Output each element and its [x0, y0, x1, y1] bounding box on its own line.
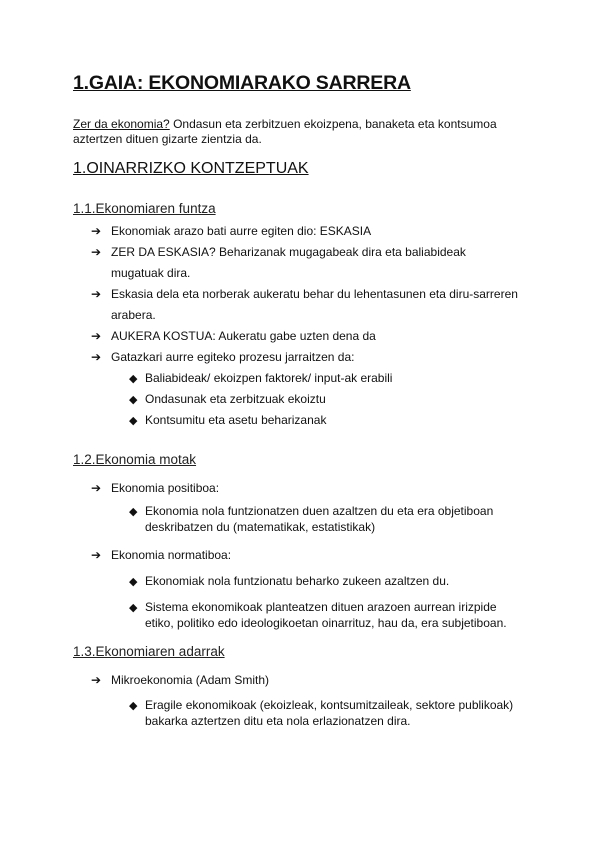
diamond-bullet-icon: ◆ — [129, 373, 138, 385]
sub-list-item: ◆ Eragile ekonomikoak (ekoizleak, kontsumitzaileak, sektore publikoak) — [129, 698, 514, 712]
arrow-bullet-icon: ➔ — [91, 481, 102, 495]
section-1-2-heading: 1.2.Ekonomia motak — [73, 452, 197, 467]
sub-list-item-continuation: bakarka aztertzen ditu eta nola erlazionatzen dira. — [145, 714, 411, 728]
intro-text: Ondasun eta zerbitzuen ekoizpena, banaketa eta kontsumoa — [169, 117, 497, 131]
diamond-bullet-icon: ◆ — [129, 576, 138, 588]
diamond-bullet-icon: ◆ — [129, 394, 138, 406]
sub-list-item: ◆ Ondasunak eta zerbitzuak ekoiztu — [129, 389, 326, 410]
arrow-bullet-icon: ➔ — [91, 224, 102, 238]
page-title: 1.GAIA: EKONOMIARAKO SARRERA — [73, 72, 411, 94]
list-item: ➔ Ekonomia positiboa: — [91, 478, 219, 498]
list-item-continuation: mugatuak dira. — [111, 266, 191, 280]
list-item: ➔ Ekonomia normatiboa: — [91, 545, 231, 565]
intro-term: Zer da ekonomia? — [73, 117, 170, 131]
arrow-bullet-icon: ➔ — [91, 673, 102, 687]
sub-list-item: ◆ Ekonomia nola funtzionatzen duen azaltzen du eta era objetiboan — [129, 504, 494, 518]
diamond-bullet-icon: ◆ — [129, 602, 138, 614]
sub-list-item: ◆ Ekonomiak nola funtzionatu beharko zukeen azaltzen du. — [129, 571, 449, 592]
sub-list-item: ◆ Baliabideak/ ekoizpen faktorek/ input-ak erabili — [129, 368, 392, 389]
arrow-bullet-icon: ➔ — [91, 329, 102, 343]
diamond-bullet-icon: ◆ — [129, 415, 138, 427]
diamond-bullet-icon: ◆ — [129, 700, 138, 712]
intro-line-1 — [73, 117, 497, 132]
list-item: ➔ Ekonomiak arazo bati aurre egiten dio: ESKASIA — [91, 221, 371, 241]
list-item: ➔ Eskasia dela eta norberak aukeratu behar du lehentasunen eta diru-sarreren — [91, 284, 518, 304]
arrow-bullet-icon: ➔ — [91, 287, 102, 301]
list-item: ➔ Gatazkari aurre egiteko prozesu jarraitzen da: — [91, 347, 354, 367]
arrow-bullet-icon: ➔ — [91, 350, 102, 364]
arrow-bullet-icon: ➔ — [91, 245, 102, 259]
diamond-bullet-icon: ◆ — [129, 506, 138, 518]
section-1-1-heading: 1.1.Ekonomiaren funtza — [73, 201, 216, 216]
list-item: ➔ ZER DA ESKASIA? Beharizanak mugagabeak dira eta baliabideak — [91, 242, 466, 262]
list-item: ➔ AUKERA KOSTUA: Aukeratu gabe uzten dena da — [91, 326, 376, 346]
sub-list-item-continuation: deskribatzen du (matematikak, estatistikak) — [145, 520, 376, 534]
list-item-continuation: arabera. — [111, 308, 156, 322]
arrow-bullet-icon: ➔ — [91, 548, 102, 562]
sub-list-item-continuation: etiko, politiko edo ideologikoetan oinarrituz, hau da, era subjetiboan. — [145, 616, 507, 630]
sub-list-item: ◆ Kontsumitu eta asetu beharizanak — [129, 410, 326, 431]
sub-list-item: ◆ Sistema ekonomikoak planteatzen dituen arazoen aurrean irizpide — [129, 600, 497, 614]
section-1-heading: 1.OINARRIZKO KONTZEPTUAK — [73, 160, 309, 177]
list-item: ➔ Mikroekonomia (Adam Smith) — [91, 670, 269, 690]
section-1-3-heading: 1.3.Ekonomiaren adarrak — [73, 644, 225, 659]
intro-line-2: aztertzen dituen gizarte zientzia da. — [73, 132, 262, 146]
